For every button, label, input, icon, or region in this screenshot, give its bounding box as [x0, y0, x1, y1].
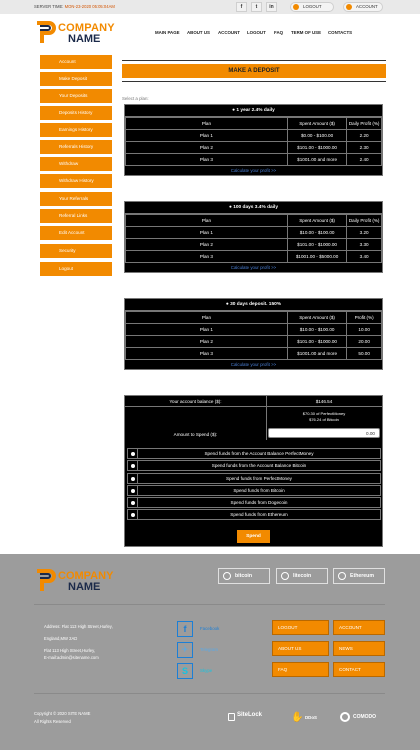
rights: All Rights Reserved — [34, 719, 71, 724]
server-time-label: SERVER TIME: — [34, 4, 64, 9]
cell-plan: Plan 1 — [126, 324, 288, 336]
cell-amount: $1001.00 - $5000.00 — [287, 251, 346, 263]
sidebar-item-withdraw-history[interactable]: Withdraw History — [40, 174, 112, 188]
litecoin-badge — [276, 568, 328, 584]
plan-table — [125, 117, 382, 166]
cell-plan: Plan 3 — [126, 348, 288, 360]
cell-profit: 10.00 — [347, 324, 382, 336]
table-row — [126, 130, 382, 142]
footer-divider — [34, 604, 385, 605]
spend-option-label: Spend funds from the Account Balance Bitcoin — [211, 463, 307, 468]
col-header-plan: Plan — [126, 215, 288, 227]
table-header-row — [126, 215, 382, 227]
col-header-profit: Profit (%) — [347, 312, 382, 324]
account-button[interactable] — [343, 2, 383, 12]
sidebar-item-referral-links[interactable]: Referral Links — [40, 209, 112, 223]
nav-terms[interactable]: TERM OF USE — [291, 30, 322, 35]
spend-option-balance-bitcoin[interactable] — [127, 460, 381, 471]
sidebar-item-your-referrals[interactable]: Your Referrals — [40, 192, 112, 206]
facebook-icon[interactable]: f — [236, 2, 247, 12]
ethereum-badge — [333, 568, 385, 584]
balance-value: $146.54 — [315, 399, 333, 404]
logout-button[interactable] — [290, 2, 334, 12]
facebook-icon[interactable]: f — [177, 621, 193, 637]
footer-address-1: Address: Flat 113 High Street,Hurley, — [44, 624, 113, 629]
spend-button[interactable]: Spend — [237, 530, 270, 543]
payment-label: Ethereum — [350, 573, 374, 579]
plan-table — [125, 214, 382, 263]
plan-name: 100 days 3.4% daily — [233, 205, 279, 210]
footer-account-link[interactable]: ACCOUNT — [333, 620, 385, 635]
linkedin-icon[interactable]: in — [266, 2, 277, 12]
plan-card-100-days — [124, 201, 383, 273]
plan-name: 1 year 2.4% daily — [236, 108, 275, 113]
calculate-profit-link[interactable]: Calculate your profit >> — [230, 168, 277, 173]
sidebar-item-your-deposits[interactable]: Your Deposits — [40, 89, 112, 103]
select-plan-label: Select a plan: — [122, 96, 149, 101]
payment-label: litecoin — [293, 573, 312, 579]
amount-label: Amount to Spend ($): — [173, 432, 218, 437]
cell-plan: Plan 1 — [126, 130, 288, 142]
lock-icon — [228, 713, 235, 721]
cell-profit: 20.00 — [347, 336, 382, 348]
spend-option-label: Spend funds from Dogecoin — [230, 500, 288, 505]
footer-contact-link[interactable]: CONTACT — [333, 662, 385, 677]
cell-plan: Plan 3 — [126, 251, 288, 263]
balance-detail-perfectmoney: $70.30 of PerfectMoney — [302, 411, 346, 416]
balance-detail-bitcoin: $76.24 of Bitcoin — [309, 417, 339, 422]
payment-label: bitcoin — [235, 573, 253, 579]
col-header-amount: Spent Amount ($) — [287, 215, 346, 227]
spend-option-balance-perfectmoney[interactable] — [127, 448, 381, 459]
bitcoin-icon — [223, 572, 231, 580]
page-title-box — [122, 60, 386, 82]
cell-profit: 2.20 — [347, 130, 382, 142]
balance-label: Your account balance ($): — [169, 399, 222, 404]
skype-icon[interactable]: S — [177, 663, 193, 679]
plan-header[interactable]: ● 100 days 3.4% daily — [125, 202, 382, 214]
cell-plan: Plan 1 — [126, 227, 288, 239]
spend-option-dogecoin[interactable] — [127, 497, 381, 508]
radio-button[interactable] — [131, 513, 135, 517]
balance-panel — [124, 395, 383, 547]
cell-profit: 3.20 — [347, 227, 382, 239]
col-header-profit: Daily Profit (%) — [347, 215, 382, 227]
cell-profit: 3.40 — [347, 251, 382, 263]
sidebar-item-security[interactable]: Security — [40, 244, 112, 258]
footer-logo[interactable] — [34, 568, 124, 594]
cell-profit: 50.00 — [347, 348, 382, 360]
footer-email: E-mail:admin@sitename.com — [44, 655, 99, 660]
footer-address-2: England,MW 2AD — [44, 636, 78, 641]
bitcoin-badge — [218, 568, 270, 584]
nav-logout[interactable]: LOGOUT — [247, 30, 266, 35]
spend-option-ethereum[interactable] — [127, 509, 381, 520]
logout-icon — [293, 4, 299, 10]
footer-address-3: Flat 113 High Street,Hurley, — [44, 648, 96, 653]
ethereum-icon — [338, 572, 346, 580]
cell-plan: Plan 2 — [126, 142, 288, 154]
col-header-plan: Plan — [126, 312, 288, 324]
page-title: MAKE A DEPOSIT — [122, 64, 386, 78]
plan-header[interactable]: ● 30 days deposit. 150% — [125, 299, 382, 311]
comodo-icon — [340, 712, 350, 722]
nav-main-page[interactable]: MAIN PAGE — [155, 30, 180, 35]
footer-faq-link[interactable]: FAQ — [272, 662, 329, 677]
cell-amount: $0.00 - $100.00 — [287, 130, 346, 142]
logo-text-name: NAME — [68, 581, 101, 593]
plan-table — [125, 311, 382, 360]
comodo-badge — [340, 712, 386, 728]
logout-label: LOGOUT — [303, 4, 322, 9]
nav-about-us[interactable]: ABOUT US — [187, 30, 210, 35]
sidebar-item-account[interactable]: Account — [40, 55, 112, 69]
table-row — [126, 324, 382, 336]
server-time-value: MON-23-2020 05:05:04AM — [64, 4, 115, 9]
telegram-icon[interactable]: ✈ — [177, 642, 193, 658]
sidebar-item-referrals-history[interactable]: Referrals History — [40, 140, 112, 154]
radio-button[interactable] — [131, 489, 135, 493]
spend-option-label: Spend funds from Bitcoin — [233, 488, 285, 493]
spend-option-label: Spend funds from PerfectMoney — [226, 476, 292, 481]
sitelock-badge — [228, 712, 276, 728]
table-header-row — [126, 312, 382, 324]
cell-plan: Plan 3 — [126, 154, 288, 166]
sitelock-label: SiteLock — [237, 712, 263, 718]
copyright: Copyright © 2020 SITE NAME — [34, 711, 91, 716]
hand-icon: ✋ — [291, 712, 304, 723]
cell-amount: $1001.00 and more — [287, 348, 346, 360]
sidebar-item-logout[interactable]: Logout — [40, 262, 112, 276]
facebook-link[interactable]: Facebook — [200, 626, 220, 631]
sidebar-item-earnings-history[interactable]: Earnings History — [40, 123, 112, 137]
footer-logout-link[interactable]: LOGOUT — [272, 620, 329, 635]
table-header-row — [126, 118, 382, 130]
comodo-label: COMODO — [353, 714, 377, 720]
nav-faq[interactable]: FAQ — [274, 30, 284, 35]
plan-header[interactable]: ● 1 year 2.4% daily — [125, 105, 382, 117]
account-label: ACCOUNT — [356, 4, 378, 9]
table-row — [126, 154, 382, 166]
sidebar-item-edit-account[interactable]: Edit Account — [40, 226, 112, 240]
cell-amount: $101.00 - $1000.00 — [287, 336, 346, 348]
table-row — [126, 336, 382, 348]
plan-name: 30 days deposit. 150% — [230, 302, 282, 307]
col-header-amount: Spent Amount ($) — [287, 118, 346, 130]
spend-option-perfectmoney[interactable] — [127, 473, 381, 484]
footer-divider — [34, 693, 385, 694]
spend-option-bitcoin[interactable] — [127, 485, 381, 496]
cell-profit: 2.30 — [347, 142, 382, 154]
cell-profit: 3.30 — [347, 239, 382, 251]
sidebar-item-deposits-history[interactable]: Deposits History — [40, 106, 112, 120]
top-bar — [0, 0, 420, 14]
cell-amount: $10.00 - $100.00 — [287, 324, 346, 336]
company-logo[interactable] — [34, 20, 124, 46]
plan-card-1-year — [124, 104, 383, 176]
col-header-plan: Plan — [126, 118, 288, 130]
table-row — [126, 239, 382, 251]
sidebar-item-make-deposit[interactable]: Make Deposit — [40, 72, 112, 86]
cell-amount: $101.00 - $1000.00 — [287, 142, 346, 154]
telegram-link[interactable]: Telegram — [200, 647, 219, 652]
user-icon — [346, 4, 352, 10]
twitter-icon[interactable]: t — [251, 2, 262, 12]
logo-mark-icon — [34, 20, 56, 46]
plan-card-30-days — [124, 298, 383, 370]
cell-profit: 2.40 — [347, 154, 382, 166]
server-time — [34, 4, 115, 9]
nav-account[interactable]: ACCOUNT — [218, 30, 240, 35]
calculate-profit-link[interactable]: Calculate your profit >> — [230, 265, 277, 270]
skype-link[interactable]: Skype — [200, 668, 213, 673]
cell-amount: $1001.00 and more — [287, 154, 346, 166]
logo-mark-icon — [34, 568, 56, 594]
spend-option-label: Spend funds from the Account Balance PerfectMoney — [204, 451, 314, 456]
table-row — [126, 251, 382, 263]
nav-contacts[interactable]: CONTACTS — [328, 30, 353, 35]
calculate-profit-link[interactable]: Calculate your profit >> — [230, 362, 277, 367]
balance-row — [125, 396, 382, 407]
cell-plan: Plan 2 — [126, 239, 288, 251]
litecoin-icon — [281, 572, 289, 580]
logo-text-name: NAME — [68, 33, 101, 45]
ddos-label: DDoS — [305, 715, 317, 720]
ddos-badge — [291, 712, 327, 728]
cell-amount: $10.00 - $100.00 — [287, 227, 346, 239]
table-row — [126, 227, 382, 239]
radio-button[interactable] — [131, 501, 135, 505]
spend-option-label: Spend funds from Ethereum — [230, 512, 288, 517]
radio-button[interactable] — [131, 477, 135, 481]
table-row — [126, 348, 382, 360]
footer-news-link[interactable]: NEWS — [333, 641, 385, 656]
sidebar-item-withdraw[interactable]: Withdraw — [40, 157, 112, 171]
col-header-amount: Spent Amount ($) — [287, 312, 346, 324]
table-row — [126, 142, 382, 154]
radio-button[interactable] — [131, 452, 135, 456]
radio-button[interactable] — [131, 464, 135, 468]
cell-amount: $101.00 - $1000.00 — [287, 239, 346, 251]
col-header-profit: Daily Profit (%) — [347, 118, 382, 130]
footer-about-link[interactable]: ABOUT US — [272, 641, 329, 656]
amount-input[interactable] — [268, 428, 380, 438]
logo-text-company: COMPANY — [58, 22, 115, 34]
logo-text-company: COMPANY — [58, 570, 114, 582]
cell-plan: Plan 2 — [126, 336, 288, 348]
